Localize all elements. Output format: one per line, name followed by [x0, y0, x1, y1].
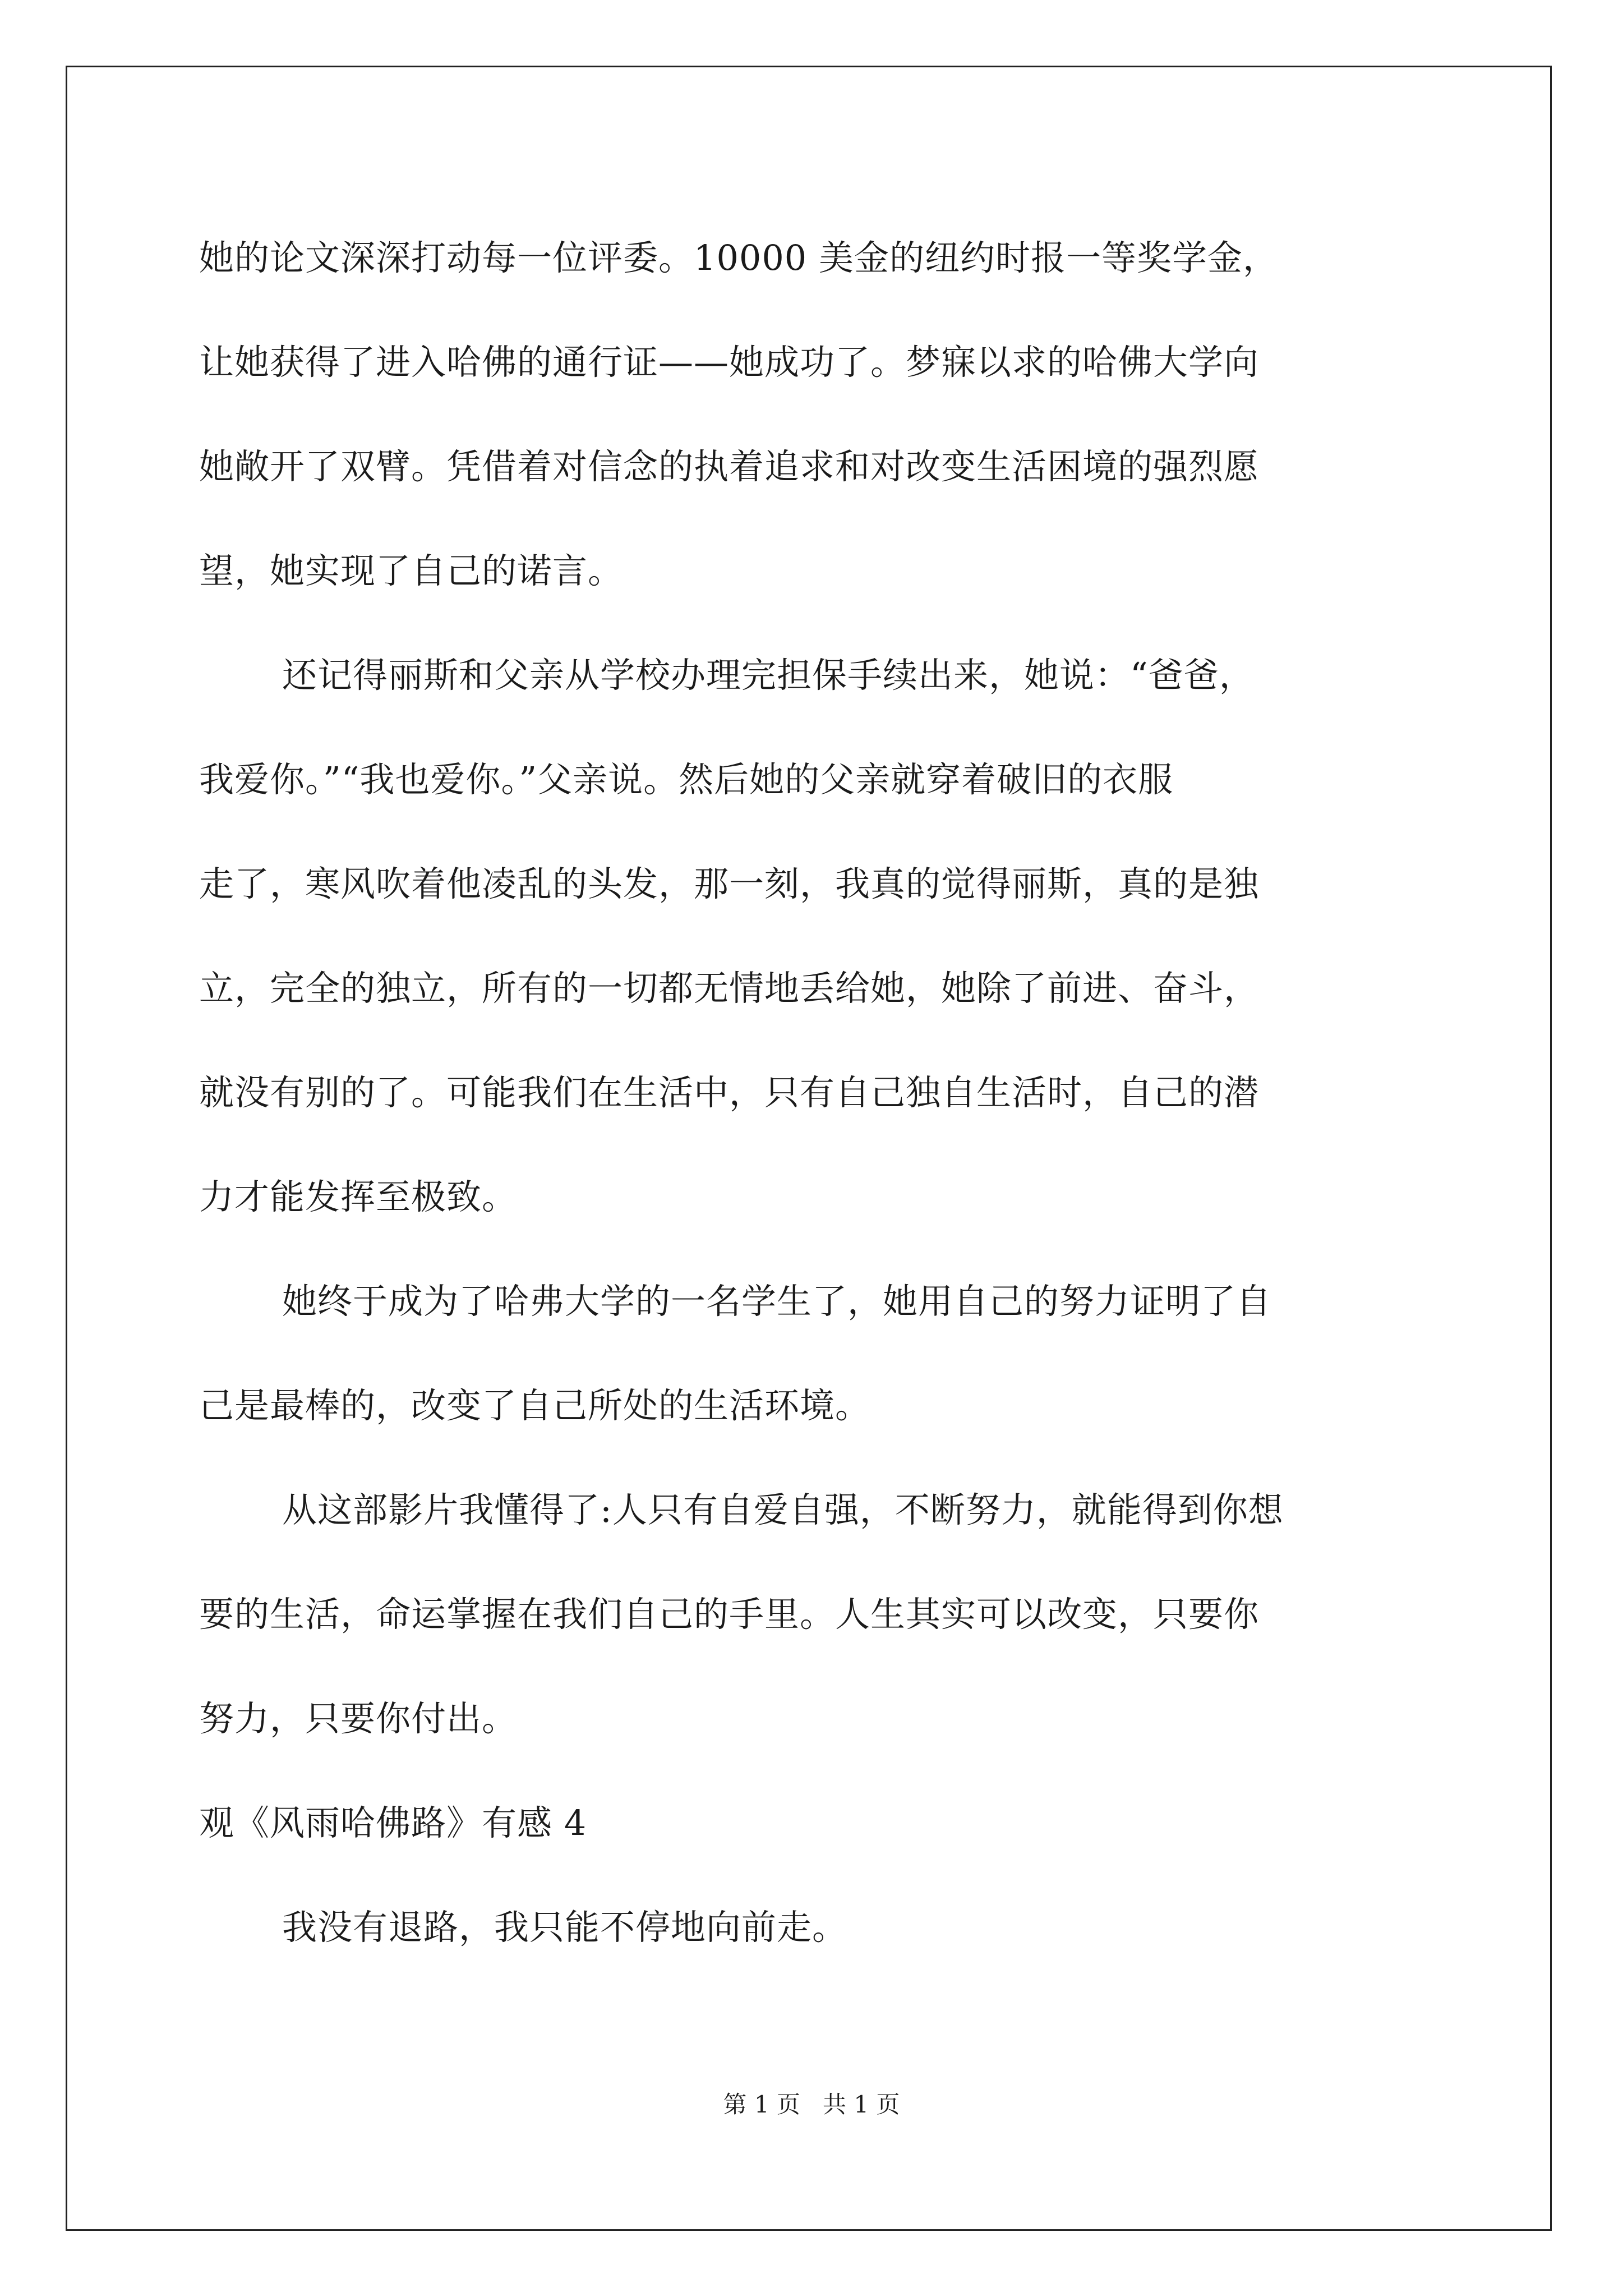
text-line: 己是最棒的，改变了自己所处的生活环境。: [199, 1385, 871, 1426]
text-line: 她终于成为了哈弗大学的一名学生了，她用自己的努力证明了自: [282, 1281, 1272, 1322]
page-number-footer: 第 1 页 共 1 页: [723, 2091, 900, 2118]
text-line: 还记得丽斯和父亲从学校办理完担保手续出来，她说：“爸爸，: [282, 655, 1255, 696]
section-heading: 观《风雨哈佛路》有感 4: [199, 1802, 587, 1843]
text-line: 就没有别的了。可能我们在生活中，只有自己独自生活时，自己的潜: [199, 1072, 1260, 1113]
text-line: 力才能发挥至极致。: [199, 1176, 518, 1217]
text-line: 望，她实现了自己的诺言。: [199, 550, 624, 591]
text-line: 我爱你。”“我也爱你。”父亲说。然后她的父亲就穿着破旧的衣服: [199, 759, 1174, 800]
text-line: 让她获得了进入哈佛的通行证——她成功了。梦寐以求的哈佛大学向: [199, 342, 1260, 383]
text-line: 她的论文深深打动每一位评委。10000 美金的纽约时报一等奖学金，: [199, 237, 1278, 278]
text-line: 努力，只要你付出。: [199, 1698, 518, 1739]
text-line: 我没有退路，我只能不停地向前走。: [282, 1907, 848, 1948]
text-line: 她敞开了双臂。凭借着对信念的执着追求和对改变生活困境的强烈愿: [199, 446, 1260, 487]
text-line: 从这部影片我懂得了:人只有自爱自强，不断努力，就能得到你想: [282, 1489, 1284, 1530]
text-line: 走了，寒风吹着他凌乱的头发，那一刻，我真的觉得丽斯，真的是独: [199, 863, 1260, 904]
text-line: 要的生活，命运掌握在我们自己的手里。人生其实可以改变，只要你: [199, 1594, 1260, 1635]
text-line: 立，完全的独立，所有的一切都无情地丢给她，她除了前进、奋斗，: [199, 968, 1260, 1009]
document-body: [199, 206, 1438, 1980]
